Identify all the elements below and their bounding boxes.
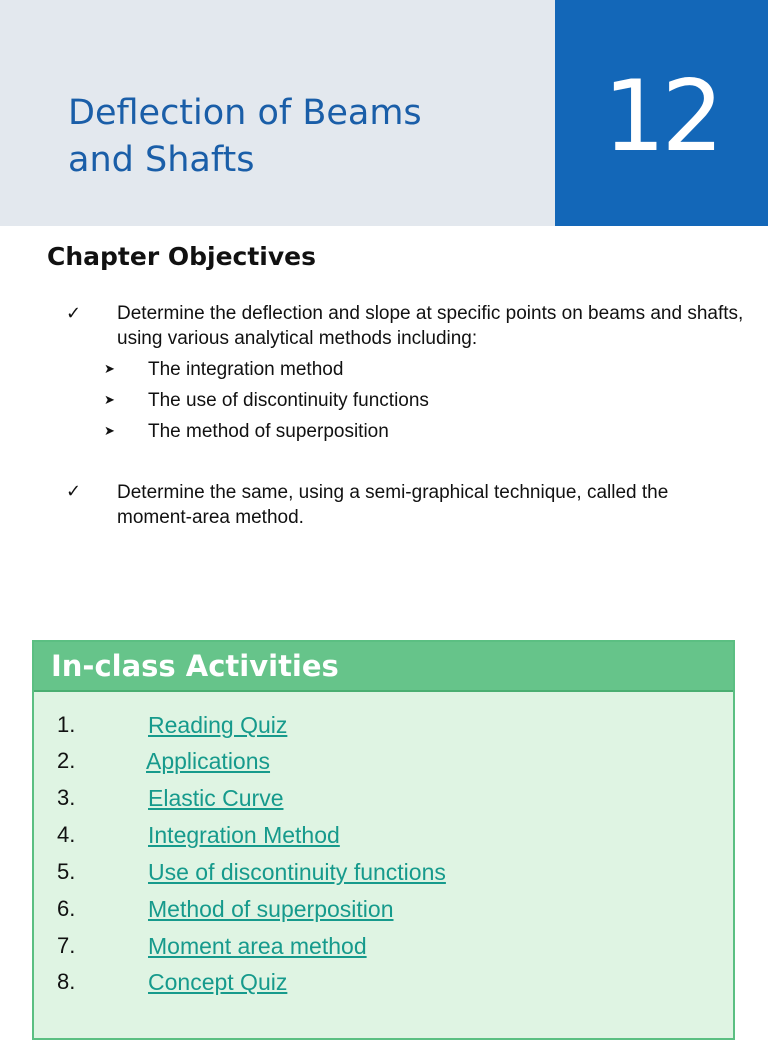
chapter-number: 12 bbox=[603, 60, 720, 174]
chapter-title bbox=[68, 90, 538, 184]
checkmark-icon: ✓ bbox=[66, 303, 82, 324]
activity-number: 5. bbox=[57, 859, 76, 884]
chapter-title-line-1: Deflection of Beams bbox=[68, 93, 422, 133]
activity-number: 6. bbox=[57, 896, 76, 921]
chapter-title-line-2: and Shafts bbox=[68, 140, 255, 180]
objective-item: Determine the deflection and slope at specific points on beams and shafts, using various analytical methods including: bbox=[117, 303, 744, 349]
activity-link-discontinuity-functions[interactable]: Use of discontinuity functions bbox=[148, 859, 446, 885]
activity-link-concept-quiz[interactable]: Concept Quiz bbox=[148, 969, 288, 995]
activities-panel bbox=[32, 640, 735, 1040]
activity-row bbox=[34, 745, 733, 781]
activity-row bbox=[34, 930, 733, 966]
activity-link-elastic-curve[interactable]: Elastic Curve bbox=[148, 785, 284, 811]
activity-row bbox=[34, 709, 733, 745]
objective-sub-item: The use of discontinuity functions bbox=[148, 390, 429, 411]
activity-number: 3. bbox=[57, 785, 76, 810]
activity-number: 8. bbox=[57, 969, 76, 994]
activity-link-method-of-superposition[interactable]: Method of superposition bbox=[148, 896, 394, 922]
activity-link-applications[interactable]: Applications bbox=[146, 748, 271, 774]
objective-sub-item: The integration method bbox=[148, 359, 344, 380]
chapter-number-box bbox=[555, 0, 768, 226]
checkmark-icon: ✓ bbox=[66, 481, 82, 502]
arrowhead-bullet-icon: ➤ bbox=[104, 393, 115, 408]
activity-row bbox=[34, 966, 733, 1002]
objectives-heading: Chapter Objectives bbox=[47, 242, 316, 271]
activities-header bbox=[34, 642, 733, 692]
arrowhead-bullet-icon: ➤ bbox=[104, 424, 115, 439]
activity-row bbox=[34, 893, 733, 929]
activity-row bbox=[34, 782, 733, 818]
arrowhead-bullet-icon: ➤ bbox=[104, 362, 115, 377]
activity-number: 1. bbox=[57, 712, 76, 737]
activity-link-moment-area-method[interactable]: Moment area method bbox=[148, 933, 367, 959]
objective-sub-item: The method of superposition bbox=[148, 421, 389, 442]
activity-number: 7. bbox=[57, 933, 76, 958]
activity-number: 2. bbox=[57, 748, 76, 773]
activities-title: In-class Activities bbox=[51, 649, 339, 683]
activity-number: 4. bbox=[57, 822, 76, 847]
activity-link-reading-quiz[interactable]: Reading Quiz bbox=[148, 712, 288, 738]
activity-row bbox=[34, 819, 733, 855]
activity-link-integration-method[interactable]: Integration Method bbox=[148, 822, 340, 848]
activity-row bbox=[34, 856, 733, 892]
objective-item: Determine the same, using a semi-graphical technique, called the moment-area method. bbox=[117, 482, 669, 528]
